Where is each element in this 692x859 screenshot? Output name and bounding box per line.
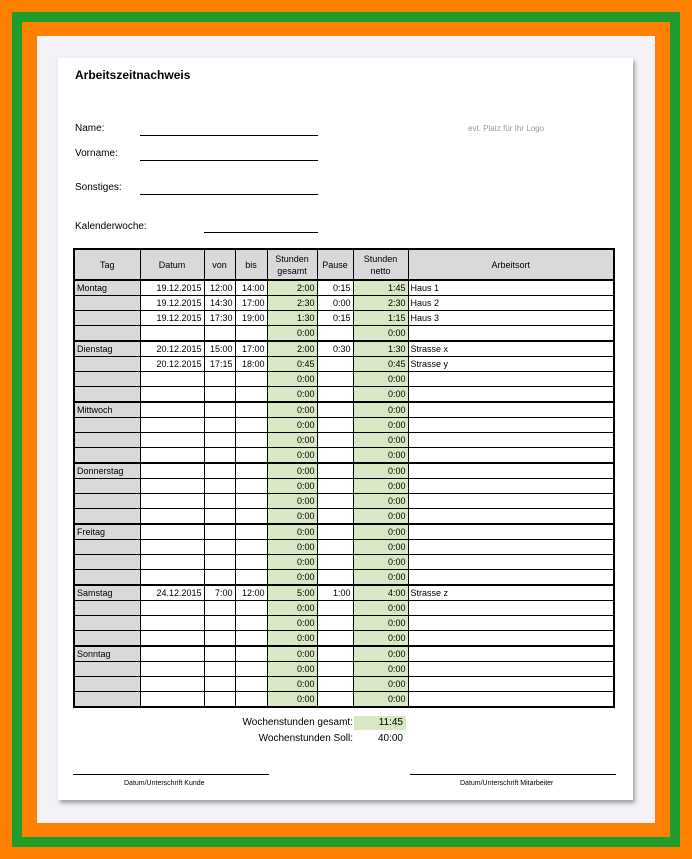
cell-ort[interactable]: Haus 3 (408, 311, 614, 326)
cell-von[interactable] (204, 494, 235, 509)
header-pause: Pause (317, 249, 353, 280)
cell-gesamt[interactable]: 0:00 (267, 372, 317, 387)
cell-datum[interactable] (140, 524, 204, 540)
cell-pause[interactable] (317, 692, 353, 708)
cell-gesamt[interactable]: 0:00 (267, 555, 317, 570)
cell-tag[interactable] (74, 509, 140, 525)
cell-datum[interactable] (140, 646, 204, 662)
cell-datum[interactable] (140, 555, 204, 570)
cell-netto[interactable]: 0:00 (353, 402, 408, 418)
cell-bis[interactable] (235, 555, 267, 570)
cell-bis[interactable] (235, 601, 267, 616)
table-row (74, 372, 614, 387)
cell-von[interactable] (204, 570, 235, 586)
cell-gesamt[interactable]: 0:00 (267, 692, 317, 708)
cell-tag[interactable] (74, 479, 140, 494)
cell-datum[interactable] (140, 616, 204, 631)
cell-pause[interactable] (317, 631, 353, 647)
cell-netto[interactable]: 0:00 (353, 387, 408, 403)
table-row (74, 646, 614, 662)
cell-gesamt[interactable]: 0:00 (267, 524, 317, 540)
header-stunden-netto-line1: Stunden (363, 253, 398, 264)
cell-ort[interactable] (408, 326, 614, 342)
cell-tag[interactable] (74, 601, 140, 616)
table-row (74, 280, 614, 296)
vorname-label: Vorname: (75, 148, 118, 159)
cell-ort[interactable] (408, 448, 614, 464)
cell-von[interactable]: 15:00 (204, 341, 235, 357)
cell-bis[interactable] (235, 616, 267, 631)
cell-netto[interactable]: 1:15 (353, 311, 408, 326)
cell-tag[interactable] (74, 311, 140, 326)
cell-netto[interactable]: 0:00 (353, 692, 408, 708)
cell-bis[interactable] (235, 372, 267, 387)
cell-datum[interactable] (140, 479, 204, 494)
cell-netto[interactable]: 0:00 (353, 646, 408, 662)
cell-tag[interactable]: Sonntag (74, 646, 140, 662)
table-row (74, 677, 614, 692)
cell-ort[interactable] (408, 540, 614, 555)
cell-datum[interactable] (140, 448, 204, 464)
cell-pause[interactable] (317, 616, 353, 631)
cell-bis[interactable] (235, 494, 267, 509)
cell-bis[interactable] (235, 677, 267, 692)
cell-bis[interactable] (235, 631, 267, 647)
cell-bis[interactable]: 18:00 (235, 357, 267, 372)
header-stunden-gesamt (267, 249, 317, 280)
cell-tag[interactable] (74, 570, 140, 586)
cell-pause[interactable] (317, 662, 353, 677)
cell-pause[interactable] (317, 357, 353, 372)
cell-datum[interactable]: 20.12.2015 (140, 357, 204, 372)
cell-bis[interactable]: 14:00 (235, 280, 267, 296)
cell-datum[interactable] (140, 570, 204, 586)
cell-tag[interactable] (74, 662, 140, 677)
table-row (74, 418, 614, 433)
cell-bis[interactable] (235, 433, 267, 448)
cell-pause[interactable] (317, 418, 353, 433)
cell-ort[interactable] (408, 418, 614, 433)
cell-netto[interactable]: 0:00 (353, 463, 408, 479)
table-row (74, 479, 614, 494)
cell-von[interactable]: 14:30 (204, 296, 235, 311)
cell-netto[interactable]: 0:00 (353, 372, 408, 387)
signature-label-mitarbeiter: Datum/Unterschrift Mitarbeiter (460, 780, 554, 787)
cell-gesamt[interactable]: 0:00 (267, 601, 317, 616)
cell-tag[interactable] (74, 616, 140, 631)
cell-ort[interactable] (408, 479, 614, 494)
table-row (74, 448, 614, 464)
cell-pause[interactable]: 0:15 (317, 280, 353, 296)
cell-datum[interactable] (140, 601, 204, 616)
cell-gesamt[interactable]: 0:00 (267, 494, 317, 509)
cell-datum[interactable] (140, 372, 204, 387)
cell-ort[interactable] (408, 494, 614, 509)
cell-datum[interactable] (140, 509, 204, 525)
header-tag: Tag (74, 249, 140, 280)
cell-bis[interactable] (235, 524, 267, 540)
cell-netto[interactable]: 0:00 (353, 677, 408, 692)
cell-ort[interactable] (408, 601, 614, 616)
cell-ort[interactable] (408, 677, 614, 692)
cell-tag[interactable] (74, 357, 140, 372)
cell-datum[interactable] (140, 418, 204, 433)
cell-tag[interactable] (74, 692, 140, 708)
table-header-row (74, 249, 614, 280)
cell-ort[interactable] (408, 616, 614, 631)
name-label: Name: (75, 123, 105, 134)
cell-tag[interactable] (74, 555, 140, 570)
cell-pause[interactable] (317, 524, 353, 540)
sonstiges-label: Sonstiges: (75, 182, 122, 193)
cell-von[interactable] (204, 448, 235, 464)
cell-pause[interactable]: 0:15 (317, 311, 353, 326)
cell-ort[interactable] (408, 372, 614, 387)
table-row (74, 387, 614, 403)
wochenstunden-gesamt-label: Wochenstunden gesamt: (242, 717, 353, 728)
cell-von[interactable] (204, 555, 235, 570)
cell-bis[interactable]: 12:00 (235, 585, 267, 601)
header-stunden-netto-line2: netto (370, 265, 391, 276)
cell-tag[interactable] (74, 433, 140, 448)
cell-datum[interactable]: 24.12.2015 (140, 585, 204, 601)
cell-tag[interactable] (74, 418, 140, 433)
cell-datum[interactable] (140, 402, 204, 418)
table-row (74, 585, 614, 601)
cell-gesamt[interactable]: 0:00 (267, 479, 317, 494)
cell-ort[interactable] (408, 433, 614, 448)
cell-bis[interactable]: 17:00 (235, 341, 267, 357)
cell-gesamt[interactable]: 0:00 (267, 402, 317, 418)
cell-pause[interactable] (317, 463, 353, 479)
cell-netto[interactable]: 0:00 (353, 418, 408, 433)
cell-tag[interactable]: Samstag (74, 585, 140, 601)
cell-gesamt[interactable]: 0:00 (267, 326, 317, 342)
cell-tag[interactable] (74, 372, 140, 387)
cell-von[interactable] (204, 402, 235, 418)
cell-von[interactable] (204, 677, 235, 692)
cell-pause[interactable] (317, 509, 353, 525)
cell-von[interactable]: 17:30 (204, 311, 235, 326)
cell-von[interactable] (204, 540, 235, 555)
cell-bis[interactable] (235, 570, 267, 586)
cell-ort[interactable] (408, 631, 614, 647)
cell-pause[interactable] (317, 677, 353, 692)
cell-pause[interactable] (317, 387, 353, 403)
cell-von[interactable] (204, 372, 235, 387)
signature-line-kunde[interactable] (73, 774, 269, 775)
cell-ort[interactable] (408, 387, 614, 403)
table-row (74, 540, 614, 555)
cell-gesamt[interactable]: 2:00 (267, 280, 317, 296)
cell-von[interactable] (204, 326, 235, 342)
cell-datum[interactable]: 19.12.2015 (140, 280, 204, 296)
cell-datum[interactable]: 19.12.2015 (140, 296, 204, 311)
cell-gesamt[interactable]: 0:00 (267, 509, 317, 525)
cell-bis[interactable] (235, 418, 267, 433)
cell-netto[interactable]: 0:00 (353, 479, 408, 494)
cell-von[interactable] (204, 433, 235, 448)
cell-ort[interactable] (408, 555, 614, 570)
cell-von[interactable] (204, 418, 235, 433)
cell-datum[interactable] (140, 387, 204, 403)
table-row (74, 494, 614, 509)
table-row (74, 601, 614, 616)
header-von: von (204, 249, 235, 280)
cell-tag[interactable] (74, 448, 140, 464)
table-row (74, 616, 614, 631)
wochenstunden-gesamt-value: 11:45 (354, 716, 406, 730)
cell-pause[interactable] (317, 540, 353, 555)
cell-von[interactable] (204, 463, 235, 479)
cell-ort[interactable]: Strasse y (408, 357, 614, 372)
kalenderwoche-field-line[interactable] (204, 232, 318, 233)
cell-bis[interactable] (235, 646, 267, 662)
cell-datum[interactable] (140, 677, 204, 692)
cell-gesamt[interactable]: 0:00 (267, 662, 317, 677)
header-bis: bis (235, 249, 267, 280)
table-row (74, 357, 614, 372)
cell-von[interactable] (204, 601, 235, 616)
cell-netto[interactable]: 0:00 (353, 601, 408, 616)
cell-pause[interactable]: 0:30 (317, 341, 353, 357)
cell-pause[interactable] (317, 570, 353, 586)
cell-datum[interactable] (140, 662, 204, 677)
cell-pause[interactable] (317, 372, 353, 387)
table-row (74, 326, 614, 342)
table-row (74, 311, 614, 326)
cell-gesamt[interactable]: 0:00 (267, 540, 317, 555)
cell-tag[interactable]: Montag (74, 280, 140, 296)
cell-pause[interactable]: 1:00 (317, 585, 353, 601)
cell-ort[interactable] (408, 463, 614, 479)
cell-ort[interactable]: Strasse x (408, 341, 614, 357)
cell-datum[interactable] (140, 631, 204, 647)
header-stunden-gesamt-line2: gesamt (277, 265, 307, 276)
table-row (74, 692, 614, 708)
cell-bis[interactable] (235, 448, 267, 464)
table-row (74, 509, 614, 525)
document-page (58, 58, 633, 800)
header-arbeitsort: Arbeitsort (408, 249, 614, 280)
cell-datum[interactable]: 20.12.2015 (140, 341, 204, 357)
cell-datum[interactable] (140, 326, 204, 342)
cell-pause[interactable] (317, 402, 353, 418)
cell-netto[interactable]: 0:00 (353, 570, 408, 586)
cell-gesamt[interactable]: 0:00 (267, 646, 317, 662)
wochenstunden-soll-label: Wochenstunden Soll: (258, 733, 353, 744)
cell-gesamt[interactable]: 0:00 (267, 677, 317, 692)
cell-ort[interactable] (408, 524, 614, 540)
cell-netto[interactable]: 1:45 (353, 280, 408, 296)
cell-datum[interactable] (140, 494, 204, 509)
cell-netto[interactable]: 0:00 (353, 616, 408, 631)
cell-von[interactable] (204, 509, 235, 525)
cell-ort[interactable]: Haus 2 (408, 296, 614, 311)
cell-gesamt[interactable]: 2:00 (267, 341, 317, 357)
cell-netto[interactable]: 1:30 (353, 341, 408, 357)
cell-tag[interactable] (74, 387, 140, 403)
cell-tag[interactable] (74, 540, 140, 555)
cell-tag[interactable] (74, 631, 140, 647)
cell-bis[interactable] (235, 662, 267, 677)
header-datum: Datum (140, 249, 204, 280)
cell-ort[interactable] (408, 402, 614, 418)
cell-tag[interactable]: Freitag (74, 524, 140, 540)
cell-gesamt[interactable]: 1:30 (267, 311, 317, 326)
cell-bis[interactable]: 19:00 (235, 311, 267, 326)
cell-bis[interactable] (235, 692, 267, 708)
wochenstunden-soll-value: 40:00 (377, 733, 403, 744)
cell-datum[interactable] (140, 692, 204, 708)
cell-ort[interactable] (408, 646, 614, 662)
cell-pause[interactable] (317, 326, 353, 342)
cell-netto[interactable]: 4:00 (353, 585, 408, 601)
table-row (74, 631, 614, 647)
kalenderwoche-label: Kalenderwoche: (75, 221, 147, 232)
cell-datum[interactable] (140, 463, 204, 479)
cell-tag[interactable] (74, 494, 140, 509)
signature-line-mitarbeiter[interactable] (410, 774, 616, 775)
table-row (74, 296, 614, 311)
cell-tag[interactable] (74, 677, 140, 692)
cell-von[interactable]: 12:00 (204, 280, 235, 296)
cell-gesamt[interactable]: 0:00 (267, 387, 317, 403)
cell-netto[interactable]: 0:00 (353, 448, 408, 464)
signature-label-kunde: Datum/Unterschrift Kunde (124, 780, 205, 787)
cell-von[interactable] (204, 646, 235, 662)
cell-von[interactable] (204, 616, 235, 631)
cell-netto[interactable]: 0:00 (353, 509, 408, 525)
table-row (74, 662, 614, 677)
cell-tag[interactable] (74, 296, 140, 311)
cell-von[interactable] (204, 387, 235, 403)
cell-bis[interactable] (235, 463, 267, 479)
cell-pause[interactable] (317, 646, 353, 662)
cell-netto[interactable]: 0:00 (353, 433, 408, 448)
cell-gesamt[interactable]: 0:00 (267, 463, 317, 479)
cell-netto[interactable]: 0:00 (353, 631, 408, 647)
cell-ort[interactable] (408, 570, 614, 586)
cell-tag[interactable] (74, 326, 140, 342)
cell-netto[interactable]: 0:00 (353, 494, 408, 509)
cell-gesamt[interactable]: 0:00 (267, 570, 317, 586)
cell-tag[interactable]: Donnerstag (74, 463, 140, 479)
cell-tag[interactable]: Mittwoch (74, 402, 140, 418)
cell-gesamt[interactable]: 0:45 (267, 357, 317, 372)
cell-bis[interactable] (235, 326, 267, 342)
cell-netto[interactable]: 0:00 (353, 555, 408, 570)
cell-ort[interactable] (408, 692, 614, 708)
cell-von[interactable] (204, 662, 235, 677)
cell-von[interactable]: 17:15 (204, 357, 235, 372)
cell-netto[interactable]: 0:00 (353, 524, 408, 540)
sonstiges-field-line[interactable] (140, 194, 318, 195)
table-row (74, 570, 614, 586)
cell-von[interactable]: 7:00 (204, 585, 235, 601)
page-title: Arbeitszeitnachweis (75, 68, 191, 82)
cell-gesamt[interactable]: 0:00 (267, 448, 317, 464)
cell-bis[interactable] (235, 509, 267, 525)
cell-gesamt[interactable]: 0:00 (267, 433, 317, 448)
cell-netto[interactable]: 0:00 (353, 540, 408, 555)
name-field-line[interactable] (140, 135, 318, 136)
cell-pause[interactable] (317, 494, 353, 509)
cell-ort[interactable] (408, 662, 614, 677)
table-row (74, 341, 614, 357)
table-row (74, 402, 614, 418)
cell-bis[interactable] (235, 479, 267, 494)
cell-pause[interactable] (317, 555, 353, 570)
cell-netto[interactable]: 0:00 (353, 326, 408, 342)
cell-datum[interactable] (140, 540, 204, 555)
cell-bis[interactable] (235, 540, 267, 555)
header-stunden-gesamt-line1: Stunden (275, 253, 309, 264)
cell-datum[interactable]: 19.12.2015 (140, 311, 204, 326)
cell-ort[interactable] (408, 509, 614, 525)
cell-netto[interactable]: 0:45 (353, 357, 408, 372)
cell-bis[interactable] (235, 402, 267, 418)
cell-tag[interactable]: Dienstag (74, 341, 140, 357)
table-row (74, 463, 614, 479)
cell-ort[interactable]: Strasse z (408, 585, 614, 601)
cell-gesamt[interactable]: 2:30 (267, 296, 317, 311)
vorname-field-line[interactable] (140, 160, 318, 161)
cell-pause[interactable] (317, 601, 353, 616)
cell-ort[interactable]: Haus 1 (408, 280, 614, 296)
timesheet-table (73, 248, 615, 708)
cell-pause[interactable] (317, 479, 353, 494)
table-body (74, 280, 614, 707)
cell-gesamt[interactable]: 0:00 (267, 631, 317, 647)
cell-von[interactable] (204, 631, 235, 647)
cell-pause[interactable]: 0:00 (317, 296, 353, 311)
cell-gesamt[interactable]: 0:00 (267, 418, 317, 433)
cell-von[interactable] (204, 479, 235, 494)
cell-datum[interactable] (140, 433, 204, 448)
cell-pause[interactable] (317, 433, 353, 448)
cell-netto[interactable]: 2:30 (353, 296, 408, 311)
logo-placeholder: evt. Platz für Ihr Logo (468, 124, 545, 133)
cell-von[interactable] (204, 524, 235, 540)
cell-bis[interactable]: 17:00 (235, 296, 267, 311)
cell-bis[interactable] (235, 387, 267, 403)
header-stunden-netto (353, 249, 408, 280)
table-row (74, 524, 614, 540)
table-row (74, 433, 614, 448)
table-row (74, 555, 614, 570)
cell-gesamt[interactable]: 0:00 (267, 616, 317, 631)
cell-von[interactable] (204, 692, 235, 708)
cell-gesamt[interactable]: 5:00 (267, 585, 317, 601)
cell-pause[interactable] (317, 448, 353, 464)
cell-netto[interactable]: 0:00 (353, 662, 408, 677)
